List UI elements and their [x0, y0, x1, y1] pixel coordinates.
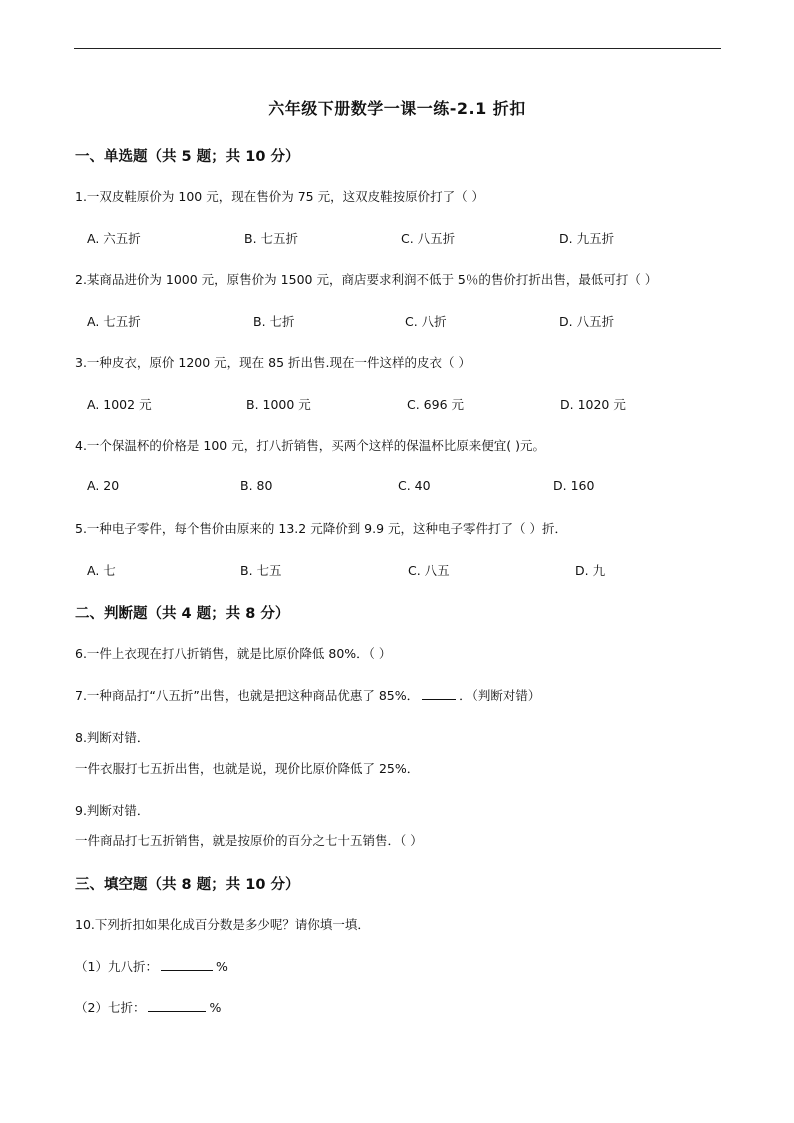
- option-b[interactable]: B. 七折: [253, 314, 295, 329]
- option-d[interactable]: D. 九五折: [559, 231, 615, 246]
- header-rule: [74, 48, 721, 49]
- question-7-text: 7.一种商品打“八五折”出售，也就是把这种商品优惠了 85%．: [75, 688, 420, 703]
- option-c[interactable]: C. 八五折: [401, 231, 456, 246]
- option-b[interactable]: B. 1000 元: [246, 397, 311, 412]
- option-b[interactable]: B. 七五: [240, 563, 282, 578]
- question-4-options: [87, 478, 727, 496]
- part-1-label: （1）九八折：: [75, 959, 158, 974]
- option-d[interactable]: D. 九: [575, 563, 606, 578]
- option-a[interactable]: A. 七五折: [87, 314, 141, 329]
- option-a[interactable]: A. 六五折: [87, 231, 141, 246]
- answer-blank[interactable]: [148, 999, 206, 1012]
- question-10-part-2: [75, 998, 221, 1016]
- question-6: 6.一件上衣现在打八折销售，就是比原价降低 80%．（ ）: [75, 646, 392, 661]
- section-heading-single-choice: 一、单选题（共 5 题；共 10 分）: [75, 149, 300, 165]
- question-8-title: 8.判断对错．: [75, 730, 150, 745]
- option-d[interactable]: D. 160: [553, 478, 595, 493]
- question-3-options: [87, 395, 727, 413]
- option-a[interactable]: A. 七: [87, 563, 116, 578]
- question-10: 10.下列折扣如果化成百分数是多少呢？请你填一填．: [75, 917, 370, 932]
- answer-blank[interactable]: [161, 958, 213, 971]
- question-2-options: [87, 312, 727, 330]
- question-1-options: [87, 229, 727, 247]
- answer-blank[interactable]: [422, 687, 456, 700]
- question-2: 2.某商品进价为 1000 元，原售价为 1500 元，商店要求利润不低于 5％的售价打折出售，最低可打（ ）: [75, 272, 658, 287]
- option-c[interactable]: C. 八五: [408, 563, 450, 578]
- section-heading-fill-in: 三、填空题（共 8 题；共 10 分）: [75, 877, 300, 893]
- option-a[interactable]: A. 1002 元: [87, 397, 152, 412]
- question-5: 5.一种电子零件，每个售价由原来的 13.2 元降价到 9.9 元，这种电子零件打了（ ）折．: [75, 521, 568, 536]
- option-d[interactable]: D. 1020 元: [560, 397, 626, 412]
- question-3: 3.一种皮衣，原价 1200 元，现在 85 折出售.现在一件这样的皮衣（ ）: [75, 355, 471, 370]
- option-d[interactable]: D. 八五折: [559, 314, 615, 329]
- question-1: 1.一双皮鞋原价为 100 元，现在售价为 75 元，这双皮鞋按原价打了（ ）: [75, 189, 485, 204]
- option-c[interactable]: C. 八折: [405, 314, 447, 329]
- question-10-part-1: [75, 957, 228, 975]
- percent-sign: %: [209, 1000, 222, 1015]
- part-2-label: （2）七折：: [75, 1000, 146, 1015]
- option-c[interactable]: C. 40: [398, 478, 431, 493]
- section-heading-true-false: 二、判断题（共 4 题；共 8 分）: [75, 606, 290, 622]
- option-b[interactable]: B. 七五折: [244, 231, 299, 246]
- question-7: [75, 686, 540, 704]
- question-7-suffix: ．（判断对错）: [459, 688, 541, 703]
- option-c[interactable]: C. 696 元: [407, 397, 465, 412]
- question-9-statement: 一件商品打七五折销售，就是按原价的百分之七十五销售．（ ）: [75, 833, 423, 848]
- percent-sign: %: [215, 959, 228, 974]
- page-title: 六年级下册数学一课一练-2.1 折扣: [268, 99, 526, 118]
- question-4: 4.一个保温杯的价格是 100 元，打八折销售，买两个这样的保温杯比原来便宜( )元。: [75, 438, 545, 453]
- question-5-options: [87, 561, 727, 579]
- question-9-title: 9.判断对错．: [75, 803, 150, 818]
- option-b[interactable]: B. 80: [240, 478, 273, 493]
- option-a[interactable]: A. 20: [87, 478, 120, 493]
- question-8-statement: 一件衣服打七五折出售，也就是说，现价比原价降低了 25%．: [75, 761, 420, 776]
